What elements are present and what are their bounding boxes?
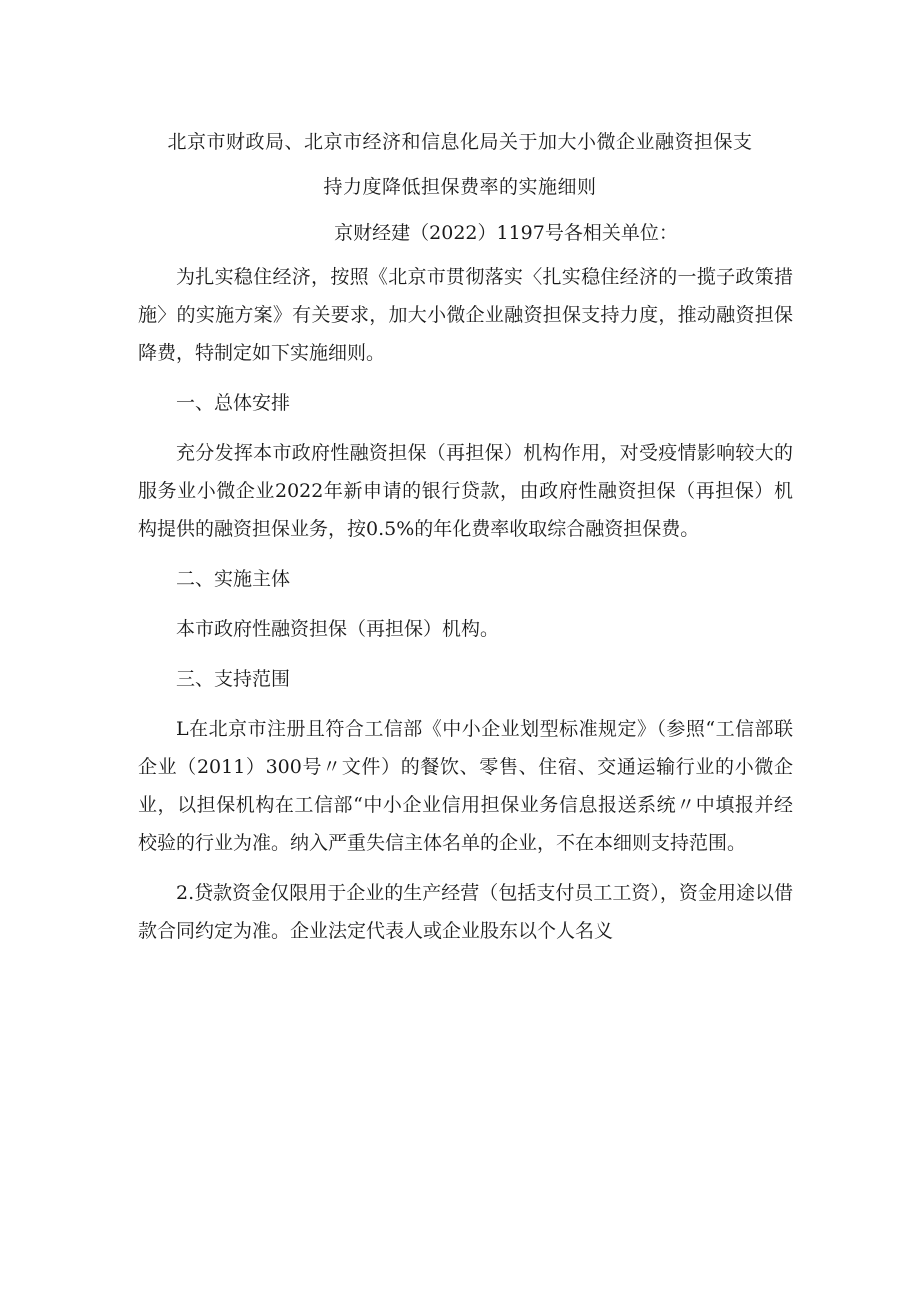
- document-title-line2: 持力度降低担保费率的实施细则: [323, 176, 597, 198]
- document-title-line1: 北京市财政局、北京市经济和信息化局关于加大小微企业融资担保支: [167, 131, 753, 153]
- section1-paragraph: 充分发挥本市政府性融资担保（再担保）机构作用，对受疫情影响较大的服务业小微企业2022年新申请的银行贷款，由政府性融资担保（再担保）机构提供的融资担保业务，按0.5%的年化费率收取综合融资担保费。: [138, 442, 793, 540]
- section3-item1: L在北京市注册且符合工信部《中小企业划型标准规定》（参照“工信部联企业（2011）300号〃文件）的餐饮、零售、住宿、交通运输行业的小微企业，以担保机构在工信部“中小企业信用担保业务信息报送系统〃中填报并经校验的行业为准。纳入严重失信主体名单的企业，不在本细则支持范围。: [138, 718, 793, 854]
- document-body: [138, 258, 793, 962]
- section1-heading: 一、总体安排: [176, 392, 291, 414]
- intro-paragraph: 为扎实稳住经济，按照《北京市贯彻落实〈扎实稳住经济的一揽子政策措施〉的实施方案》有关要求，加大小微企业融资担保支持力度，推动融资担保降费，特制定如下实施细则。: [138, 266, 793, 364]
- section3-heading: 三、支持范围: [176, 668, 291, 690]
- section2-paragraph: 本市政府性融资担保（再担保）机构。: [176, 618, 500, 640]
- section3-item2: 2.贷款资金仅限用于企业的生产经营（包括支付员工工资），资金用途以借款合同约定为准。企业法定代表人或企业股东以个人名义: [138, 882, 793, 942]
- section2-heading: 二、实施主体: [176, 568, 291, 590]
- document-number: 京财经建（2022）1197号各相关单位：: [334, 222, 678, 244]
